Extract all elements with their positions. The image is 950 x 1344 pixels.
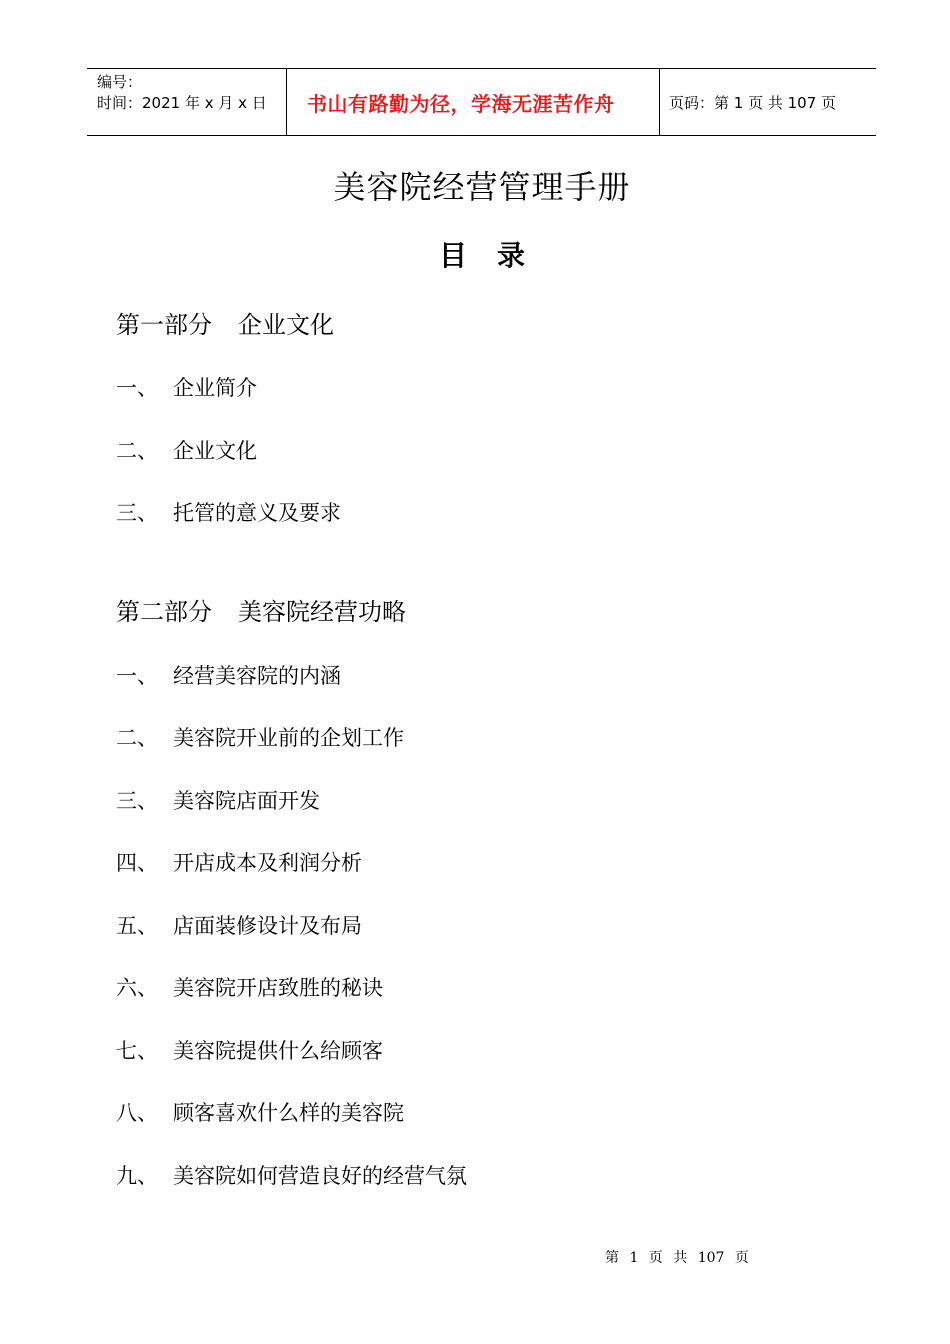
toc-item-text: 经营美容院的内涵 (173, 664, 341, 688)
header-page-info (660, 69, 876, 135)
part2-name: 美容院经营功略 (238, 598, 406, 626)
toc-item (116, 497, 341, 527)
header-meta (87, 69, 287, 135)
toc-title-right: 录 (497, 239, 526, 272)
toc-item-number: 七、 (116, 1039, 158, 1063)
toc-item-text: 企业文化 (173, 439, 257, 463)
motto-text: 书山有路勤为径，学海无涯苦作舟 (307, 91, 615, 116)
toc-item-text: 美容院提供什么给顾客 (173, 1039, 383, 1063)
toc-item-number: 二、 (116, 439, 158, 463)
toc-item-number: 一、 (116, 664, 158, 688)
toc-item-number: 一、 (116, 376, 158, 400)
toc-item-number: 四、 (116, 851, 158, 875)
toc-item (116, 1160, 467, 1190)
part1-name: 企业文化 (238, 311, 334, 339)
toc-item-text: 美容院店面开发 (173, 789, 320, 813)
toc-item (116, 660, 341, 690)
toc-item (116, 910, 362, 940)
toc-item (116, 847, 362, 877)
toc-item-text: 店面装修设计及布局 (173, 914, 362, 938)
toc-item-number: 九、 (116, 1164, 158, 1188)
header-motto (287, 69, 660, 135)
toc-item (116, 972, 383, 1002)
time-label: 时间：2021 年 x 月 x 日 (97, 94, 267, 112)
toc-item-text: 美容院开业前的企划工作 (173, 726, 404, 750)
page-info-text: 页码：第 1 页 共 107 页 (669, 93, 837, 112)
toc-item-text: 托管的意义及要求 (173, 501, 341, 525)
page-header (87, 68, 876, 136)
toc-title-left: 目 (438, 239, 467, 272)
toc-item-text: 开店成本及利润分析 (173, 851, 362, 875)
toc-item-number: 三、 (116, 501, 158, 525)
part2-label: 第二部分 (116, 598, 212, 626)
toc-item-number: 五、 (116, 914, 158, 938)
toc-item (116, 372, 257, 402)
toc-title (0, 234, 950, 274)
toc-item (116, 785, 320, 815)
toc-item (116, 722, 404, 752)
toc-item-number: 八、 (116, 1101, 158, 1125)
toc-item-number: 三、 (116, 789, 158, 813)
toc-item-text: 美容院开店致胜的秘诀 (173, 976, 383, 1000)
toc-item-text: 顾客喜欢什么样的美容院 (173, 1101, 404, 1125)
toc-item-number: 六、 (116, 976, 158, 1000)
toc-item-number: 二、 (116, 726, 158, 750)
part1-label: 第一部分 (116, 311, 212, 339)
part2-heading (116, 592, 406, 627)
document-title: 美容院经营管理手册 (333, 168, 631, 206)
part1-heading (116, 305, 334, 340)
toc-item (116, 1035, 383, 1065)
toc-item (116, 1097, 404, 1127)
toc-item-text: 美容院如何营造良好的经营气氛 (173, 1164, 467, 1188)
toc-item-text: 企业简介 (173, 376, 257, 400)
serial-label: 编号： (97, 73, 143, 91)
page-footer: 第 1 页 共 107 页 (605, 1250, 749, 1266)
toc-item (116, 435, 257, 465)
